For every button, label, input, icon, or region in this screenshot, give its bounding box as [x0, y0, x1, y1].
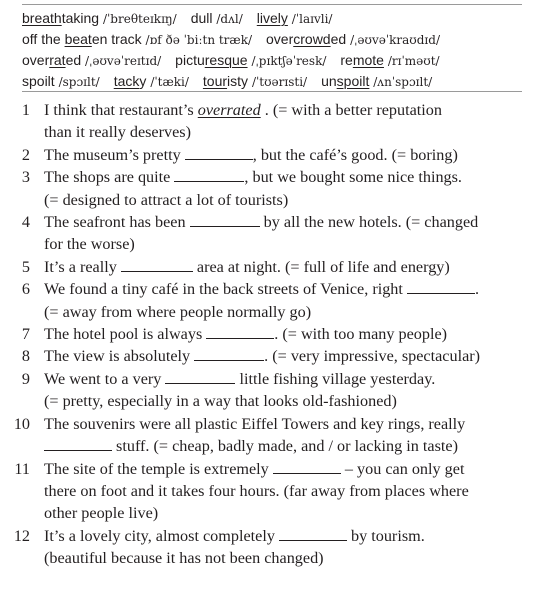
item-line [44, 121, 530, 143]
vocab-word [340, 52, 384, 68]
phonetic-transcription: /spɔɪlt/ [58, 75, 100, 89]
phonetic-transcription: /ˈtʊərɪsti/ [251, 75, 308, 89]
item-number: 10 [13, 414, 30, 433]
exercise-item [0, 211, 542, 256]
sentence-text: (= away from where people normally go) [44, 302, 312, 321]
vocab-word [191, 10, 213, 26]
sentence-text: area at night. (= full of life and energy) [192, 257, 450, 276]
item-number: 11 [14, 459, 30, 478]
sentence-text: The hotel pool is always [44, 325, 207, 344]
sentence-text: – you can only get [340, 459, 465, 478]
exercise-item [0, 144, 542, 166]
word-part: pictu [175, 52, 205, 68]
word-part: en track [91, 31, 142, 47]
sentence-text: other people live) [44, 504, 159, 523]
item-number: 7 [21, 325, 30, 344]
sentence-text: than it really deserves) [44, 123, 191, 142]
vocabulary-box [22, 4, 522, 90]
item-number: 5 [21, 257, 30, 276]
exercise-item [0, 99, 542, 144]
stressed-syllable: lively [256, 10, 288, 26]
answer-blank[interactable] [185, 145, 253, 160]
sentence-text: stuff. (= cheap, badly made, and / or lacking in taste) [112, 437, 458, 456]
exercise-item [0, 525, 542, 570]
vocab-word [22, 52, 81, 68]
exercise-item [0, 323, 542, 345]
item-line [44, 502, 530, 524]
vocab-word [266, 31, 346, 47]
sentence-text: The view is absolutely [44, 347, 195, 366]
item-line [44, 435, 530, 457]
sentence-text: (beautiful because it has not been changed) [44, 549, 324, 568]
word-part: dull [190, 10, 213, 26]
word-part: y [139, 73, 147, 89]
phonetic-transcription: /ˈlaɪvli/ [291, 12, 333, 26]
item-number: 6 [21, 280, 30, 299]
phonetic-transcription: /ʌnˈspɔɪlt/ [373, 75, 433, 89]
vocab-word [22, 10, 99, 26]
item-line [44, 211, 530, 233]
phonetic-transcription: /ˌpɪktʃəˈresk/ [251, 54, 327, 68]
item-line [44, 345, 530, 367]
item-line [44, 323, 530, 345]
vocab-word [22, 31, 142, 47]
word-part: over [266, 31, 294, 47]
answer-blank[interactable] [121, 257, 193, 272]
sentence-text: by all the new hotels. (= changed [259, 213, 479, 232]
answer-blank[interactable] [279, 526, 347, 541]
item-line [44, 301, 530, 323]
item-line [44, 166, 530, 188]
phonetic-transcription: /ˈtæki/ [150, 75, 189, 89]
item-number: 3 [21, 168, 30, 187]
vocab-word [257, 10, 288, 26]
word-part: ed [65, 52, 82, 68]
bottom-rule [22, 91, 522, 92]
item-line [44, 480, 530, 502]
sentence-text: , but the café’s good. (= boring) [252, 145, 458, 164]
item-line [44, 458, 530, 480]
word-part: un [321, 73, 337, 89]
item-number: 1 [21, 101, 30, 119]
sentence-text: . (= with a better reputation [260, 101, 442, 119]
sentence-text: for the worse) [44, 235, 135, 254]
exercise-item [0, 413, 542, 458]
sentence-text: The museum’s pretty [44, 145, 185, 164]
vocab-word [175, 52, 247, 68]
phonetic-transcription: /ˈbreθteɪkɪŋ/ [102, 12, 177, 26]
sentence-text: by tourism. [346, 526, 425, 545]
word-part: re [340, 52, 353, 68]
stressed-syllable: beat [64, 31, 92, 47]
vocab-word [203, 73, 248, 89]
vocab-line [22, 8, 332, 30]
stressed-syllable: mote [352, 52, 384, 68]
item-line [44, 189, 530, 211]
vocab-word [321, 73, 369, 89]
exercise-list [0, 99, 542, 570]
answer-blank[interactable] [206, 324, 274, 339]
vocab-line [22, 50, 440, 72]
phonetic-transcription: /ˌəʊvəˈkraʊdɪd/ [350, 33, 440, 47]
sentence-text: It’s a lovely city, almost completely [44, 526, 279, 545]
exercise-item [0, 345, 542, 367]
item-line [44, 99, 530, 121]
exercise-item [0, 256, 542, 278]
word-part: spoilt [22, 73, 55, 89]
exercise-item [0, 458, 542, 525]
item-line [44, 413, 530, 435]
item-line [44, 278, 530, 300]
stressed-syllable: spoilt [336, 73, 370, 89]
phonetic-transcription: /ˌəʊvəˈreɪtɪd/ [85, 54, 162, 68]
vocab-line [22, 71, 432, 93]
sentence-text: The seafront has been [44, 213, 190, 232]
stressed-syllable: tack [113, 73, 140, 89]
item-line [44, 144, 530, 166]
sentence-text: We found a tiny café in the back streets of Venice, right [44, 280, 407, 299]
sentence-text: (= pretty, especially in a way that looks old-fashioned) [44, 392, 397, 411]
sentence-text: (= designed to attract a lot of tourists) [44, 190, 289, 209]
sentence-text: We went to a very [44, 369, 166, 388]
exercise-item [0, 278, 542, 323]
answer-blank[interactable] [165, 369, 235, 384]
item-number: 4 [21, 213, 30, 232]
sentence-text: . (= with too many people) [274, 325, 448, 344]
vocab-line [22, 29, 440, 51]
item-number: 12 [13, 526, 30, 545]
stressed-syllable: breath [22, 10, 62, 26]
word-part: ed [330, 31, 347, 47]
item-line [44, 390, 530, 412]
sentence-text: The souvenirs were all plastic Eiffel Towers and key rings, really [44, 414, 466, 433]
item-line [44, 256, 530, 278]
answer-blank[interactable] [194, 346, 264, 361]
sentence-text: The shops are quite [44, 168, 175, 187]
sentence-text: there on foot and it takes four hours. (far away from places where [44, 481, 469, 500]
vocab-word [114, 73, 147, 89]
stressed-syllable: tour [202, 73, 228, 89]
example-answer: overrated [197, 101, 261, 119]
stressed-syllable: resque [204, 52, 248, 68]
answer-blank[interactable] [273, 459, 341, 474]
item-number: 9 [21, 369, 30, 388]
exercise-item [0, 368, 542, 413]
item-number: 8 [21, 347, 30, 366]
answer-blank[interactable] [190, 212, 260, 227]
word-part: over [22, 52, 50, 68]
answer-blank[interactable] [44, 436, 112, 451]
answer-blank[interactable] [174, 167, 244, 182]
phonetic-transcription: /dʌl/ [216, 12, 243, 26]
vocab-word [22, 73, 55, 89]
sentence-text: The site of the temple is extremely [44, 459, 273, 478]
sentence-text: little fishing village yesterday. [235, 369, 436, 388]
stressed-syllable: crowd [293, 31, 331, 47]
item-line [44, 525, 530, 547]
sentence-text: , but we bought some nice things. [244, 168, 462, 187]
sentence-text: It’s a really [44, 257, 121, 276]
word-part: off the [22, 31, 65, 47]
item-line [44, 547, 530, 569]
item-number: 2 [21, 145, 30, 164]
sentence-text: . (= very impressive, spectacular) [264, 347, 481, 366]
exercise-item [0, 166, 542, 211]
phonetic-transcription: /rɪˈməʊt/ [387, 54, 440, 68]
sentence-text: . [474, 280, 479, 299]
word-part: isty [227, 73, 249, 89]
phonetic-transcription: /ɒf ðə ˈbiːtn træk/ [145, 33, 253, 47]
word-part: taking [61, 10, 100, 26]
stressed-syllable: rat [49, 52, 66, 68]
answer-blank[interactable] [407, 279, 475, 294]
sentence-text: I think that restaurant’s [44, 101, 198, 119]
item-line [44, 368, 530, 390]
item-line [44, 233, 530, 255]
